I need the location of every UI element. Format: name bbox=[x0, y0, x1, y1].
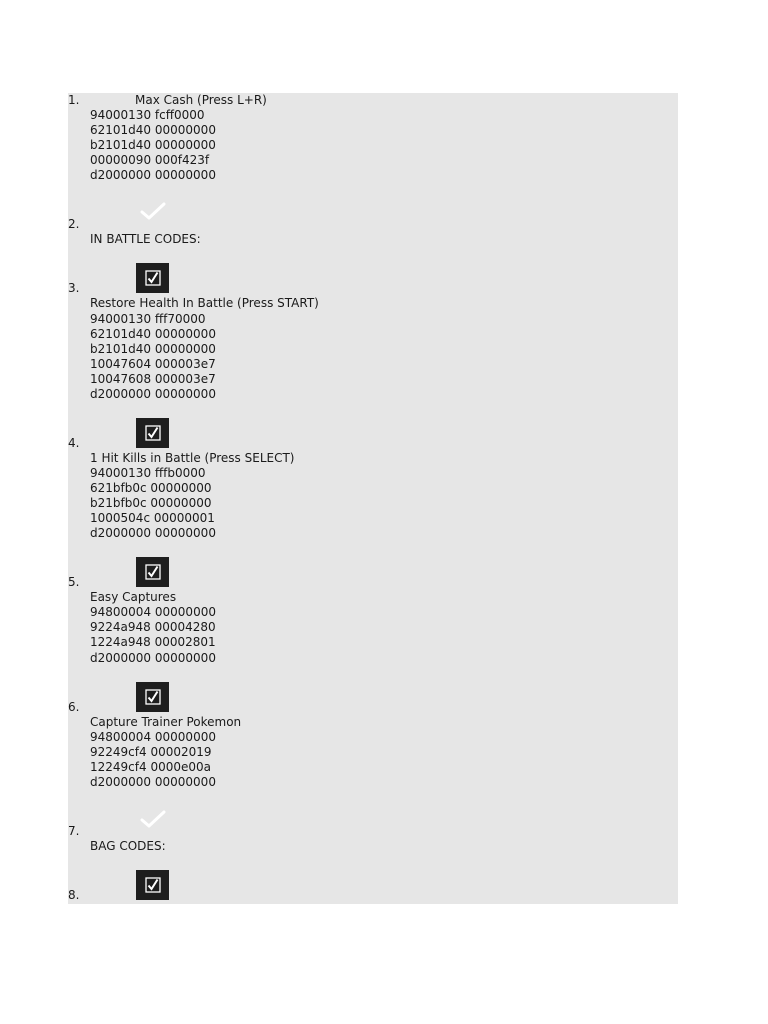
item-number: 1. bbox=[68, 93, 80, 107]
cheat-code-line: d2000000 00000000 bbox=[90, 651, 216, 665]
checked-box-icon[interactable] bbox=[136, 557, 169, 587]
cheat-title: Easy Captures bbox=[90, 590, 177, 604]
check-mark-icon bbox=[140, 809, 166, 829]
item-number: 2. bbox=[68, 217, 80, 231]
cheat-code-line: 92249cf4 00002019 bbox=[90, 745, 212, 759]
checkbox-check-icon bbox=[145, 425, 161, 441]
cheat-code-line: 621bfb0c 00000000 bbox=[90, 481, 212, 495]
checkbox-check-icon bbox=[145, 877, 161, 893]
cheat-code-line: 94000130 fcff0000 bbox=[90, 108, 205, 122]
cheat-code-line: 94000130 fff70000 bbox=[90, 312, 206, 326]
cheat-code-line: 94800004 00000000 bbox=[90, 730, 216, 744]
item-number: 3. bbox=[68, 281, 80, 295]
cheat-code-line: 1224a948 00002801 bbox=[90, 635, 216, 649]
cheat-title: Capture Trainer Pokemon bbox=[90, 715, 242, 729]
section-heading: BAG CODES: bbox=[90, 839, 166, 853]
cheat-code-line: d2000000 00000000 bbox=[90, 387, 216, 401]
checked-box-icon[interactable] bbox=[136, 870, 169, 900]
panel-margin-1 bbox=[68, 93, 90, 215]
checked-box-icon[interactable] bbox=[136, 263, 169, 293]
section-heading: IN BATTLE CODES: bbox=[90, 232, 201, 246]
cheat-code-line: 9224a948 00004280 bbox=[90, 620, 216, 634]
check-mark-icon bbox=[140, 201, 166, 221]
cheat-code-line: 94000130 fffb0000 bbox=[90, 466, 206, 480]
panel-margin-7 bbox=[68, 807, 90, 872]
checkbox-check-icon bbox=[145, 564, 161, 580]
cheat-code-line: d2000000 00000000 bbox=[90, 775, 216, 789]
cheat-code-line: b2101d40 00000000 bbox=[90, 342, 216, 356]
cheat-code-line: b21bfb0c 00000000 bbox=[90, 496, 212, 510]
checkbox-check-icon bbox=[145, 689, 161, 705]
cheat-code-line: 10047608 000003e7 bbox=[90, 372, 216, 386]
cheat-title: Max Cash (Press L+R) bbox=[135, 93, 267, 107]
item-number: 8. bbox=[68, 888, 80, 902]
cheat-title: Restore Health In Battle (Press START) bbox=[90, 296, 319, 310]
item-number: 4. bbox=[68, 436, 80, 450]
cheat-code-line: d2000000 00000000 bbox=[90, 526, 216, 540]
cheat-code-line: 00000090 000f423f bbox=[90, 153, 210, 167]
checkbox-check-icon bbox=[145, 270, 161, 286]
cheat-code-line: 1000504c 00000001 bbox=[90, 511, 215, 525]
checked-box-icon[interactable] bbox=[136, 418, 169, 448]
cheat-code-line: 12249cf4 0000e00a bbox=[90, 760, 211, 774]
cheat-code-line: 62101d40 00000000 bbox=[90, 123, 216, 137]
cheat-code-line: 94800004 00000000 bbox=[90, 605, 216, 619]
cheat-title: 1 Hit Kills in Battle (Press SELECT) bbox=[90, 451, 295, 465]
cheat-code-line: 62101d40 00000000 bbox=[90, 327, 216, 341]
item-number: 7. bbox=[68, 824, 80, 838]
cheat-code-line: d2000000 00000000 bbox=[90, 168, 216, 182]
cheat-code-line: 10047604 000003e7 bbox=[90, 357, 216, 371]
checked-box-icon[interactable] bbox=[136, 682, 169, 712]
cheat-code-line: b2101d40 00000000 bbox=[90, 138, 216, 152]
item-number: 6. bbox=[68, 700, 80, 714]
item-number: 5. bbox=[68, 575, 80, 589]
